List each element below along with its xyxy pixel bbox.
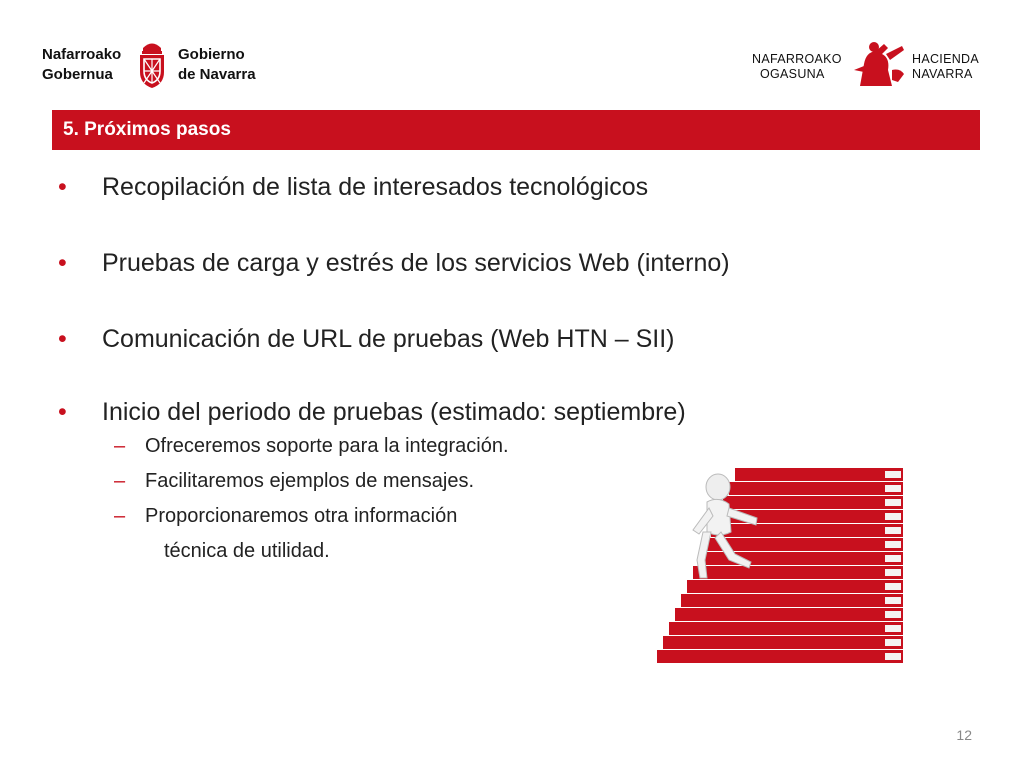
book-pages <box>885 625 901 632</box>
book-pages <box>885 471 901 478</box>
book-pages <box>885 555 901 562</box>
logo-text-nafarroako: Nafarroako <box>42 46 122 63</box>
book-pages <box>885 653 901 660</box>
logo-text-gobierno: Gobierno <box>178 46 245 63</box>
logo-text-navarra: NAVARRA <box>912 67 973 81</box>
book-step <box>711 524 903 537</box>
book-pages <box>885 541 901 548</box>
book-step <box>735 468 903 481</box>
book-pages <box>885 597 901 604</box>
bullet-marker: • <box>58 249 67 277</box>
figure-climbing-book-stairs-icon <box>655 460 905 665</box>
hacienda-figure-icon <box>846 40 908 90</box>
book-pages <box>885 639 901 646</box>
book-step <box>663 636 903 649</box>
subbullet-continuation: técnica de utilidad. <box>164 540 330 562</box>
book-pages <box>885 583 901 590</box>
subbullet-item <box>114 504 457 528</box>
book-step <box>669 622 903 635</box>
logo-text-hacienda: HACIENDA <box>912 52 979 66</box>
subbullet-marker: – <box>114 435 126 457</box>
subbullet-marker: – <box>114 505 126 527</box>
hacienda-navarra-logo <box>752 38 988 94</box>
book-step <box>657 650 903 663</box>
bullet-text: Pruebas de carga y estrés de los servicios Web (interno) <box>102 249 730 277</box>
subbullet-text: Proporcionaremos otra información <box>145 505 458 527</box>
book-step <box>687 580 903 593</box>
logo-text-de-navarra: de Navarra <box>178 66 256 83</box>
book-step <box>693 566 903 579</box>
book-pages <box>885 513 901 520</box>
bullet-item <box>58 172 648 202</box>
logo-text-gobernua: Gobernua <box>42 66 113 83</box>
book-pages <box>885 499 901 506</box>
page-number: 12 <box>956 727 972 743</box>
bullet-text: Inicio del periodo de pruebas (estimado: septiembre) <box>102 398 686 426</box>
book-step <box>681 594 903 607</box>
bullet-marker: • <box>58 173 67 201</box>
book-step <box>675 608 903 621</box>
book-step <box>705 538 903 551</box>
book-pages <box>885 611 901 618</box>
subbullet-item <box>114 434 509 458</box>
bullet-text: Recopilación de lista de interesados tecnológicos <box>102 173 649 201</box>
section-title-bar: 5. Próximos pasos <box>52 110 980 150</box>
bullet-marker: • <box>58 325 67 353</box>
subbullet-item <box>114 469 474 493</box>
bullet-marker: • <box>58 398 67 426</box>
subbullet-text: Facilitaremos ejemplos de mensajes. <box>145 470 475 492</box>
bullet-text: Comunicación de URL de pruebas (Web HTN – SII) <box>102 325 675 353</box>
logo-text-ogasuna: OGASUNA <box>760 67 825 81</box>
book-pages <box>885 527 901 534</box>
gobierno-de-navarra-logo <box>42 40 272 92</box>
subbullet-text: Ofreceremos soporte para la integración. <box>145 435 509 457</box>
book-step <box>729 482 903 495</box>
book-pages <box>885 485 901 492</box>
bullet-item <box>58 324 674 354</box>
bullet-item <box>58 248 730 278</box>
book-step <box>723 496 903 509</box>
navarra-coat-of-arms-icon <box>134 40 170 90</box>
logo-text-nafarroako-caps: NAFARROAKO <box>752 52 842 66</box>
subbullet-marker: – <box>114 470 126 492</box>
bullet-item <box>58 397 686 427</box>
book-pages <box>885 569 901 576</box>
